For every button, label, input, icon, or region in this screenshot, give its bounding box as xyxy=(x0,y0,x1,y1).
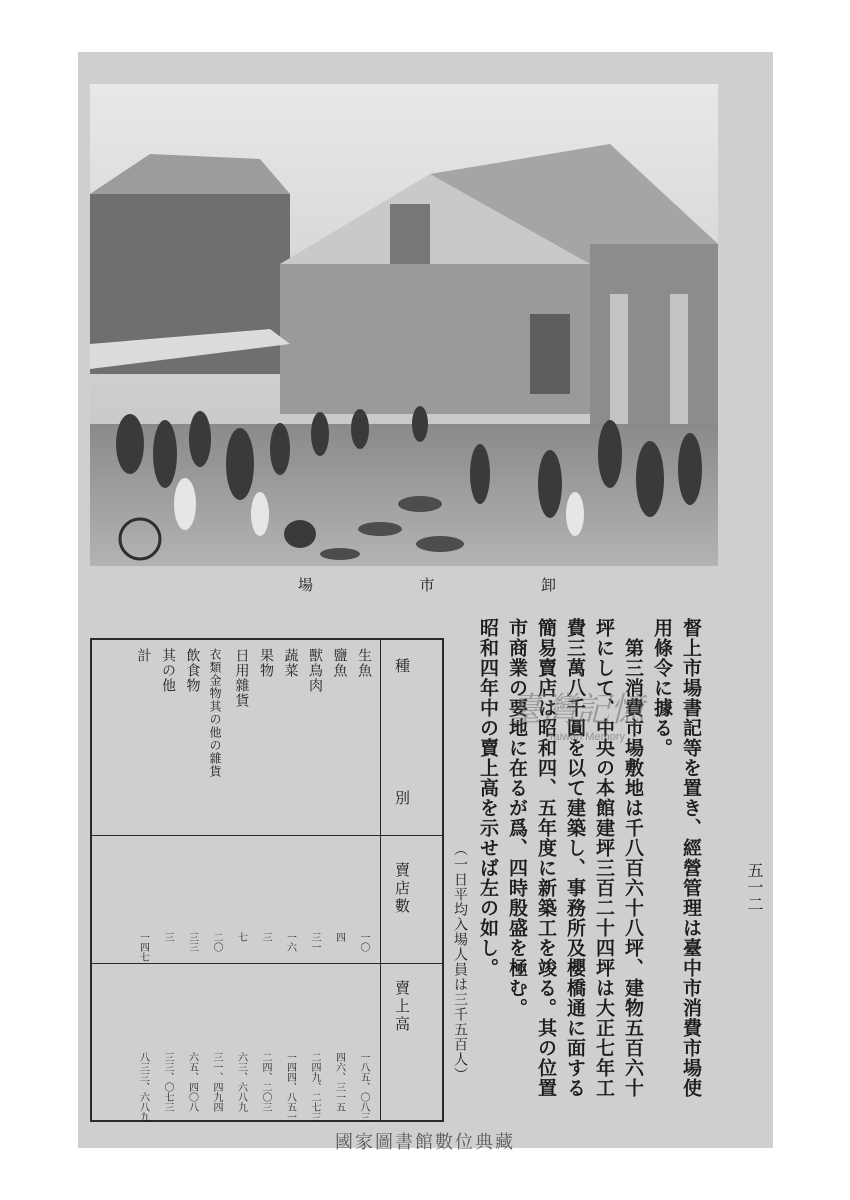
watermark-main: 臺灣記憶 xyxy=(508,690,644,730)
header-sales: 賣上高 xyxy=(393,980,411,1034)
row-stores: 三 xyxy=(260,932,271,942)
page-number: 五一二 xyxy=(745,862,764,913)
attendance-note: （一日平均入場人員は三千五百人） xyxy=(452,842,468,1082)
watermark-sub: Taiwan Memory xyxy=(548,731,626,743)
body-text xyxy=(473,618,705,1098)
book-page xyxy=(78,52,773,1148)
row-category: 飲食物 xyxy=(184,648,201,693)
library-footer: 國家圖書館數位典藏 xyxy=(335,1132,515,1153)
caption-char-3: 卸 xyxy=(540,576,558,594)
body-line: 第三消費市場敷地は千八百六十八坪、建物五百六十 xyxy=(622,618,644,1098)
table-divider xyxy=(92,835,442,836)
market-photo-image xyxy=(90,84,718,566)
row-sales: 一八五、〇八三 xyxy=(358,1052,369,1122)
row-stores: 一六 xyxy=(284,932,296,952)
row-stores: 一四七 xyxy=(137,932,149,962)
photo-caption xyxy=(298,574,558,598)
row-stores: 二〇 xyxy=(211,932,222,952)
row-sales: 四六、三一五 xyxy=(333,1052,345,1112)
row-stores: 三三 xyxy=(186,932,198,952)
row-sales: 六五、四〇八 xyxy=(186,1052,198,1112)
table-divider xyxy=(380,640,381,1120)
body-line: 坪にして、中央の本館建坪三百二十四坪は大正七年工 xyxy=(593,618,615,1098)
market-photo xyxy=(90,84,718,566)
body-line: 昭和四年中の賣上高を示せば左の如し。 xyxy=(477,618,499,978)
header-type-b: 別 xyxy=(393,790,411,808)
row-sales: 一四四、八五一 xyxy=(284,1052,296,1122)
body-line: 簡易賣店は昭和四、五年度に新築工を竣る。其の位置 xyxy=(535,618,557,1098)
row-stores: 四 xyxy=(333,932,345,942)
sales-table xyxy=(90,638,444,1122)
row-stores: 一〇 xyxy=(358,932,369,952)
row-category: 計 xyxy=(135,648,152,663)
row-category: 生魚 xyxy=(356,648,372,678)
body-line: 市商業の要地に在るが爲、四時殷盛を極む。 xyxy=(506,618,528,1018)
body-line: 督上市場書記等を置き、經營管理は臺中市消費市場使 xyxy=(680,618,702,1098)
row-sales: 二四九、二七三 xyxy=(309,1052,320,1122)
row-sales: 六三、六八九 xyxy=(235,1052,247,1112)
row-stores: 三 xyxy=(162,932,173,942)
row-category: 果物 xyxy=(258,648,274,678)
caption-char-2: 市 xyxy=(419,576,437,594)
row-sales: 二四、二〇三 xyxy=(260,1052,271,1112)
body-line: 用條令に據る。 xyxy=(651,618,673,758)
row-category: 其の他 xyxy=(160,648,176,693)
row-category: 蔬菜 xyxy=(282,648,299,678)
body-line: 費三萬八千圓を以て建築し、事務所及櫻橋通に面する xyxy=(564,618,586,1098)
header-type-a: 種 xyxy=(393,658,411,676)
row-sales: 三三、〇七三 xyxy=(162,1052,173,1112)
row-category: 鹽魚 xyxy=(331,648,348,678)
row-category: 獸鳥肉 xyxy=(307,648,323,693)
row-sales: 三一、四九四 xyxy=(211,1052,222,1112)
row-category: 日用雜貨 xyxy=(233,648,250,708)
header-stores: 賣店數 xyxy=(393,862,411,916)
watermark xyxy=(508,682,748,762)
row-stores: 七 xyxy=(235,932,247,942)
table-divider xyxy=(92,963,442,964)
row-sales: 八三三、六八九 xyxy=(137,1052,149,1122)
row-category: 衣類金物其の他の雜貨 xyxy=(208,648,222,778)
caption-char-1: 場 xyxy=(298,576,316,594)
row-stores: 三一 xyxy=(309,932,320,952)
